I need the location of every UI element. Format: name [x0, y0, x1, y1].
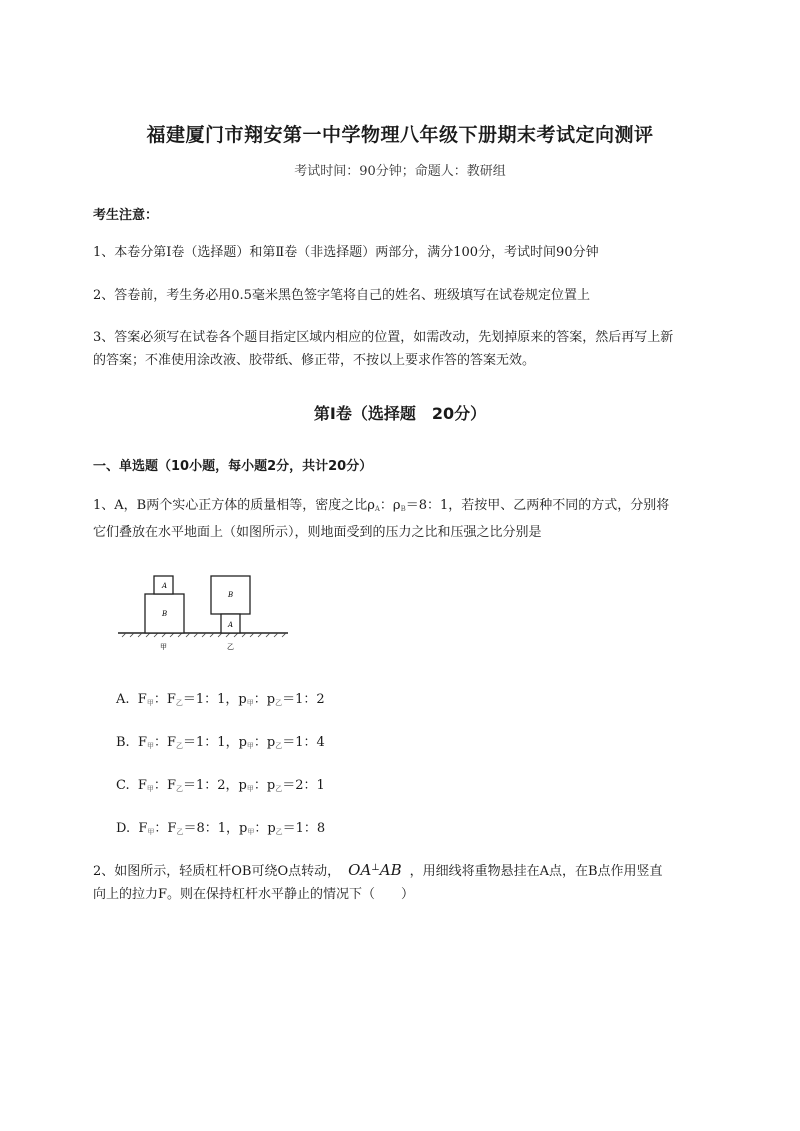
- jia-label-a: A: [162, 582, 168, 590]
- question-1-line-2: 它们叠放在水平地面上（如图所示），则地面受到的压力之比和压强之比分别是: [93, 525, 542, 540]
- question-1-text: [93, 494, 713, 544]
- question-group-heading: 一、单选题（10小题，每小题2分，共计20分）: [93, 459, 373, 474]
- yi-label-a: A: [228, 621, 234, 629]
- question-2-line-1: 2、如图所示，轻质杠杆OB可绕O点转动， OA⊥AB ，用细线将重物悬挂在A点，在B点作用竖直: [93, 861, 663, 879]
- question-2-text: [93, 857, 713, 906]
- question-1-line-1: 1、A，B两个实心正方体的质量相等，密度之比$\rho_A$：$\rho_B=8$：1，若按甲、乙两种不同的方式，分别将: [93, 498, 670, 513]
- yi-label-b: B: [228, 591, 234, 599]
- section-title: 第I卷（选择题 20分）: [313, 404, 487, 423]
- figure-label-jia: 甲: [160, 643, 167, 651]
- jia-label-b: B: [162, 610, 168, 618]
- question-2-math: OA⊥AB: [348, 861, 402, 879]
- notice-item-3-line-2: 的答案；不准使用涂改液、胶带纸、修正带，不按以上要求作答的答案无效。: [93, 353, 536, 368]
- notice-item-3-line-1: 3、答案必须写在试卷各个题目指定区域内相应的位置，如需改动，先划掉原来的答案，然后再写上新: [93, 330, 674, 345]
- option-b[interactable]: B. $F_甲$：$F_乙=1$：1，$p_甲$：$p_乙=1$：4: [116, 735, 325, 750]
- page-title: 福建厦门市翔安第一中学物理八年级下册期末考试定向测评: [146, 124, 654, 146]
- notice-heading: 考生注意：: [93, 208, 159, 223]
- notice-item-1: 1、本卷分第I卷（选择题）和第Ⅱ卷（非选择题）两部分，满分100分，考试时间90分钟: [93, 245, 599, 260]
- notice-item-2: 2、答卷前，考生务必用0.5毫米黑色签字笔将自己的姓名、班级填写在试卷规定位置上: [93, 288, 590, 303]
- figure-label-yi: 乙: [227, 643, 234, 651]
- option-c[interactable]: C. $F_甲$：$F_乙=1$：2，$p_甲$：$p_乙=2$：1: [116, 778, 325, 793]
- question-1-figure: [116, 570, 296, 655]
- option-d[interactable]: D. $F_甲$：$F_乙=8$：1，$p_甲$：$p_乙=1$：8: [116, 821, 326, 836]
- notice-item-3: [93, 326, 713, 372]
- option-a[interactable]: A. $F_甲$：$F_乙=1$：1，$p_甲$：$p_乙=1$：2: [116, 692, 325, 707]
- exam-info: 考试时间：90分钟；命题人：教研组: [294, 164, 506, 179]
- question-2-line-2: 向上的拉力F。则在保持杠杆水平静止的情况下（ ）: [93, 887, 415, 902]
